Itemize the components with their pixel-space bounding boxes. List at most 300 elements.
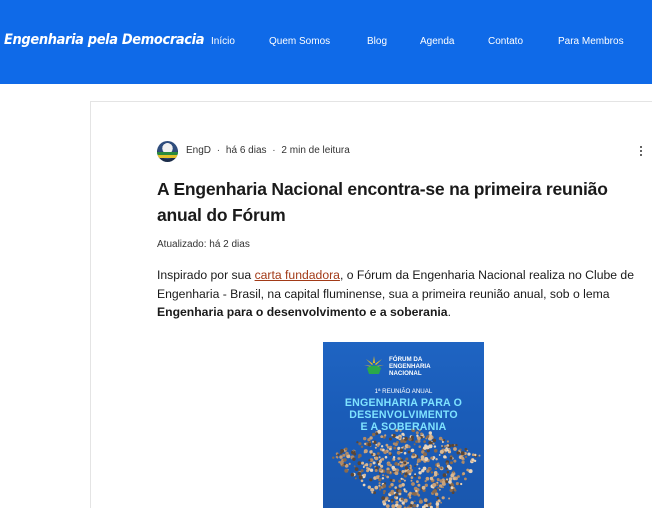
crowd-dot	[434, 445, 436, 447]
crowd-dot	[415, 490, 417, 492]
crowd-dot	[467, 453, 470, 456]
crowd-dot	[407, 495, 409, 497]
crowd-dot	[382, 484, 386, 488]
crowd-dot	[364, 474, 367, 477]
crowd-dot	[456, 482, 459, 485]
crowd-dot	[381, 458, 384, 461]
crowd-dot	[446, 462, 449, 465]
crowd-dot	[379, 456, 381, 458]
crowd-dot	[368, 443, 372, 447]
crowd-dot	[402, 501, 405, 504]
crowd-dot	[453, 447, 457, 451]
crowd-dot	[397, 451, 401, 455]
post-title: A Engenharia Nacional encontra-se na primeira reunião anual do Fórum	[157, 179, 608, 225]
crowd-dot	[438, 466, 440, 468]
crowd-dot	[442, 441, 444, 443]
crowd-dot	[414, 465, 416, 467]
crowd-dot	[414, 443, 416, 445]
avatar-stripe	[157, 155, 178, 158]
post-updated: Atualizado: há 2 dias	[157, 239, 250, 250]
crowd-dot	[413, 504, 417, 508]
crowd-dot	[435, 468, 437, 470]
crowd-dot	[364, 443, 366, 445]
crowd-dot	[472, 453, 475, 456]
crowd-dot	[391, 501, 393, 503]
crowd-dot	[399, 471, 401, 473]
crowd-dot	[418, 494, 421, 497]
crowd-dot	[437, 473, 439, 475]
crowd-dot	[442, 486, 444, 488]
crowd-dot	[379, 468, 382, 471]
crowd-dot	[461, 457, 464, 460]
crowd-dot	[340, 452, 342, 454]
crowd-dot	[342, 454, 345, 457]
site-brand-logo[interactable]: Engenharia pela Democracia	[4, 32, 205, 48]
crowd-dot	[450, 474, 454, 478]
crowd-dot	[390, 479, 393, 482]
crowd-dot	[394, 486, 397, 489]
crowd-dot	[429, 434, 432, 437]
crowd-dot	[392, 479, 395, 482]
crowd-dot	[447, 471, 450, 474]
crowd-dot	[371, 453, 373, 455]
crowd-dot	[425, 480, 427, 482]
crowd-dot	[465, 448, 468, 451]
post-image[interactable]	[323, 342, 484, 508]
crowd-dot	[389, 448, 392, 451]
crowd-dot	[404, 448, 406, 450]
crowd-dot	[460, 483, 462, 485]
crowd-dot	[411, 476, 414, 479]
crowd-dot	[432, 490, 436, 494]
body-intro: Inspirado por sua	[157, 268, 255, 282]
crowd-dot	[427, 449, 430, 452]
poster-motto	[323, 397, 484, 433]
crowd-dot	[391, 466, 395, 470]
crowd-dot	[337, 454, 339, 456]
crowd-dot	[418, 476, 421, 479]
poster-motto-line: DESENVOLVIMENTO	[349, 409, 458, 421]
poster-org-line: FÓRUM DA	[389, 356, 423, 363]
poster-motto-line: E A SOBERANIA	[360, 421, 447, 433]
crowd-dot	[469, 469, 473, 473]
crowd-dot	[409, 492, 412, 495]
crowd-dot	[339, 455, 342, 458]
crowd-dot	[345, 448, 348, 451]
crowd-dot	[351, 473, 355, 477]
crowd-dot	[418, 468, 420, 470]
crowd-dot	[403, 462, 406, 465]
crowd-dot	[396, 436, 399, 439]
crowd-dot	[437, 487, 439, 489]
crowd-dot	[434, 449, 438, 453]
crowd-dot	[479, 455, 481, 457]
crowd-dot	[389, 485, 392, 488]
crowd-dot	[472, 458, 475, 461]
crowd-dot	[407, 470, 411, 474]
crowd-dot	[411, 480, 413, 482]
crowd-dot	[373, 461, 376, 464]
crowd-dot	[393, 447, 396, 450]
crowd-dot	[387, 462, 391, 466]
crowd-dot	[432, 458, 434, 460]
crowd-dot	[447, 440, 449, 442]
nav-item-blog[interactable]: Blog	[367, 36, 388, 47]
poster-org-line: ENGENHARIA	[389, 363, 431, 370]
crowd-dot	[344, 469, 348, 473]
crowd-dot	[442, 496, 445, 499]
crowd-dot	[426, 477, 430, 481]
crowd-dot	[410, 501, 413, 504]
meta-separator: ·	[216, 145, 221, 156]
crowd-dot	[411, 436, 414, 439]
post-author[interactable]: EngD	[186, 145, 212, 156]
crowd-dot	[386, 444, 389, 447]
crowd-dot	[340, 461, 344, 465]
crowd-dot	[450, 467, 452, 469]
crowd-dot	[399, 484, 403, 488]
crowd-dot	[409, 496, 411, 498]
crowd-dot	[419, 498, 421, 500]
crowd-dot	[411, 449, 415, 453]
crowd-dot	[369, 436, 372, 439]
crowd-dot	[436, 482, 438, 484]
crowd-dot	[455, 444, 457, 446]
carta-fundadora-link[interactable]: carta fundadora	[254, 268, 340, 282]
nav-item-para-membros[interactable]: Para Membros	[558, 36, 624, 47]
crowd-dot	[403, 488, 405, 490]
crowd-dot	[423, 467, 427, 471]
crowd-dot	[426, 502, 428, 504]
crowd-dot	[452, 471, 454, 473]
crowd-dot	[377, 442, 380, 445]
crowd-dot	[392, 459, 394, 461]
meta-separator: ·	[272, 145, 276, 156]
crowd-dot	[437, 478, 440, 481]
crowd-dot	[405, 466, 408, 469]
crowd-dot	[446, 478, 448, 480]
crowd-dot	[383, 490, 386, 493]
crowd-dot	[445, 480, 448, 483]
crowd-dot	[426, 469, 429, 472]
crowd-dot	[423, 440, 426, 443]
crowd-dot	[358, 454, 362, 458]
crowd-dot	[421, 458, 424, 461]
crowd-dot	[375, 469, 378, 472]
crowd-dot	[365, 463, 368, 466]
crowd-dot	[378, 463, 381, 466]
crowd-dot	[417, 484, 420, 487]
crowd-dot	[433, 443, 435, 445]
crowd-dot	[349, 463, 351, 465]
post-body	[157, 266, 647, 322]
crowd-dot	[363, 484, 366, 487]
author-avatar[interactable]	[157, 141, 178, 162]
crowd-dot	[415, 440, 418, 443]
crowd-dot	[369, 450, 372, 453]
crowd-dot	[414, 473, 416, 475]
crowd-dot	[462, 472, 465, 475]
crowd-dot	[400, 440, 403, 443]
crowd-dot	[401, 478, 403, 480]
crowd-dot	[411, 482, 415, 486]
nav-item-quem-somos[interactable]: Quem Somos	[269, 36, 331, 47]
crowd-dot	[416, 505, 418, 507]
nav-item-contato[interactable]: Contato	[488, 36, 524, 47]
crowd-dot	[453, 477, 456, 480]
crowd-dot	[451, 444, 454, 447]
nav-item-agenda[interactable]: Agenda	[420, 36, 455, 47]
crowd-dot	[463, 461, 465, 463]
site-header	[0, 0, 652, 84]
crowd-dot	[380, 465, 383, 468]
crowd-dot	[412, 453, 415, 456]
crowd-dot	[398, 489, 402, 493]
post-read-time: 2 min de leitura	[281, 145, 350, 156]
crowd-dot	[369, 465, 371, 467]
crowd-dot	[357, 472, 361, 476]
crowd-dot	[461, 451, 465, 455]
crowd-dot	[445, 467, 447, 469]
crowd-dot	[418, 471, 421, 474]
crowd-dot	[380, 435, 383, 438]
crowd-dot	[386, 504, 390, 508]
crowd-dot	[377, 452, 380, 455]
crowd-dot	[402, 470, 405, 473]
crowd-dot	[384, 434, 386, 436]
crowd-dot	[361, 446, 363, 448]
crowd-dot	[378, 485, 380, 487]
crowd-dot	[430, 477, 433, 480]
crowd-dot	[375, 457, 379, 461]
crowd-dot	[451, 486, 454, 489]
crowd-dot	[371, 492, 373, 494]
crowd-dot	[439, 437, 443, 441]
crowd-dot	[383, 492, 385, 494]
crowd-dot	[370, 488, 374, 492]
crowd-dot	[355, 477, 357, 479]
crowd-dot	[437, 497, 440, 500]
crowd-dot	[361, 480, 364, 483]
crowd-dot	[424, 498, 428, 502]
crowd-dot	[416, 463, 418, 465]
crowd-dot	[435, 493, 438, 496]
crowd-dot	[405, 472, 408, 475]
crowd-dot	[355, 467, 359, 471]
crowd-dot	[424, 457, 428, 461]
crowd-dot	[417, 458, 421, 462]
crowd-dot	[403, 437, 405, 439]
crowd-dot	[358, 442, 361, 445]
crowd-dot	[440, 502, 442, 504]
crowd-dot	[383, 450, 387, 454]
body-motto: Engenharia para o desenvolvimento e a soberania	[157, 305, 448, 319]
crowd-dot	[379, 472, 381, 474]
crowd-dot	[445, 452, 447, 454]
crowd-dot	[435, 458, 437, 460]
crowd-dot	[454, 489, 457, 492]
crowd-dot	[447, 444, 450, 447]
crowd-dot	[432, 483, 436, 487]
crowd-dot	[343, 458, 347, 462]
crowd-dot	[379, 482, 381, 484]
crowd-dot	[401, 459, 404, 462]
crowd-dot	[372, 433, 375, 436]
crowd-dot	[386, 476, 389, 479]
crowd-dot	[373, 491, 376, 494]
crowd-dot	[381, 496, 385, 500]
crowd-dot	[394, 462, 398, 466]
crowd-dot	[375, 447, 377, 449]
nav-item-inicio[interactable]: Início	[211, 36, 235, 47]
crowd-dot	[419, 500, 423, 504]
post-date: há 6 dias	[225, 145, 267, 156]
crowd-dot	[391, 504, 395, 508]
crowd-dot	[385, 456, 388, 459]
crowd-dot	[388, 500, 390, 502]
crowd-dot	[437, 463, 439, 465]
crowd-dot	[414, 500, 416, 502]
crowd-dot	[442, 481, 446, 485]
crowd-dot	[422, 486, 426, 490]
poster-org-name	[389, 356, 459, 377]
crowd-dot	[424, 444, 427, 447]
crowd-dot	[400, 448, 404, 452]
crowd-dot	[433, 439, 437, 443]
crowd-dot	[397, 457, 400, 460]
crowd-dot	[382, 477, 384, 479]
crowd-dot	[364, 451, 366, 453]
crowd-dot	[433, 476, 435, 478]
crowd-dot	[419, 445, 422, 448]
crowd-dot	[363, 437, 366, 440]
crowd-dot	[353, 450, 355, 452]
crowd-dot	[448, 480, 452, 484]
crowd-dot	[439, 489, 441, 491]
crowd-dot	[386, 470, 390, 474]
crowd-dot	[379, 489, 381, 491]
crowd-dot	[408, 445, 411, 448]
crowd-dot	[336, 456, 338, 458]
crowd-dot	[368, 468, 371, 471]
crowd-dot	[369, 478, 372, 481]
crowd-dot	[405, 458, 408, 461]
crowd-dot	[401, 498, 404, 501]
crowd-dot	[402, 433, 405, 436]
crowd-dot	[440, 467, 442, 469]
crowd-dot	[410, 504, 413, 507]
crowd-dot	[374, 486, 378, 490]
post-meta	[186, 145, 350, 156]
crowd-dot	[394, 443, 398, 447]
crowd-dot	[448, 498, 450, 500]
crowd-dot	[450, 461, 453, 464]
crowd-dot	[385, 475, 387, 477]
crowd-dot	[368, 486, 371, 489]
crowd-dot	[408, 451, 411, 454]
crowd-dot	[395, 493, 398, 496]
body-end: .	[447, 305, 451, 319]
crowd-dot	[447, 465, 450, 468]
crowd-dot	[361, 462, 364, 465]
crowd-dot	[430, 502, 432, 504]
crowd-dot	[395, 501, 398, 504]
crowd-dot	[436, 502, 440, 506]
crowd-dot	[345, 452, 349, 456]
body-middle: , o Fórum da Engenharia Nacional realiza no Clube de Engenharia - Brasil, na capital fluminense, sua a primeira reunião anual, sob o lema	[157, 268, 634, 301]
crowd-dot	[382, 474, 384, 476]
crowd-dot	[423, 452, 427, 456]
more-vertical-icon[interactable]	[638, 146, 644, 160]
crowd-dot	[443, 455, 446, 458]
crowd-dot	[398, 464, 400, 466]
crowd-dot	[404, 452, 407, 455]
crowd-dot	[464, 478, 467, 481]
crowd-dot	[426, 436, 429, 439]
crowd-dot	[440, 450, 444, 454]
crowd-dot	[354, 453, 357, 456]
poster-meeting: 1ª REUNIÃO ANUAL	[374, 388, 433, 395]
crowd-dot	[431, 471, 433, 473]
crowd-dot	[344, 463, 346, 465]
crowd-dot	[443, 473, 447, 477]
crowd-dot	[381, 445, 383, 447]
crowd-dot	[443, 439, 445, 441]
crowd-dot	[450, 457, 453, 460]
crowd-dot	[465, 456, 467, 458]
crowd-dot	[459, 449, 461, 451]
crowd-dot	[400, 464, 403, 467]
crowd-dot	[466, 469, 469, 472]
crowd-dot	[354, 465, 356, 467]
crowd-dot	[340, 449, 344, 453]
crowd-dot	[372, 441, 374, 443]
crowd-dot	[410, 465, 412, 467]
crowd-dot	[439, 454, 441, 456]
crowd-dot	[396, 497, 398, 499]
crowd-dot	[359, 476, 363, 480]
poster-motto-line: ENGENHARIA PARA O	[344, 397, 463, 409]
crowd-dot	[391, 434, 393, 436]
crowd-dot	[446, 447, 448, 449]
crowd-dot	[413, 492, 417, 496]
crowd-dot	[428, 441, 432, 445]
crowd-dot	[408, 438, 411, 441]
crowd-dot	[356, 441, 358, 443]
crowd-dot	[398, 480, 401, 483]
crowd-dot	[404, 480, 406, 482]
crowd-dot	[389, 438, 392, 441]
crowd-dot	[405, 490, 407, 492]
crowd-dot	[416, 435, 418, 437]
crowd-dot	[417, 436, 421, 440]
crowd-dot	[441, 445, 443, 447]
crowd-dot	[409, 473, 411, 475]
crowd-dot	[358, 461, 362, 465]
crowd-dot	[352, 458, 355, 461]
crowd-dot	[416, 480, 419, 483]
crowd-dot	[453, 460, 456, 463]
crowd-dot	[444, 445, 447, 448]
crowd-dot	[391, 492, 394, 495]
crowd-dot	[393, 456, 395, 458]
forum-logo-icon	[363, 354, 385, 376]
poster-org-line: NACIONAL	[389, 370, 422, 377]
crowd-dot	[376, 475, 380, 479]
crowd-dot	[401, 473, 403, 475]
crowd-dot	[332, 457, 334, 459]
crowd-dot	[388, 452, 391, 455]
